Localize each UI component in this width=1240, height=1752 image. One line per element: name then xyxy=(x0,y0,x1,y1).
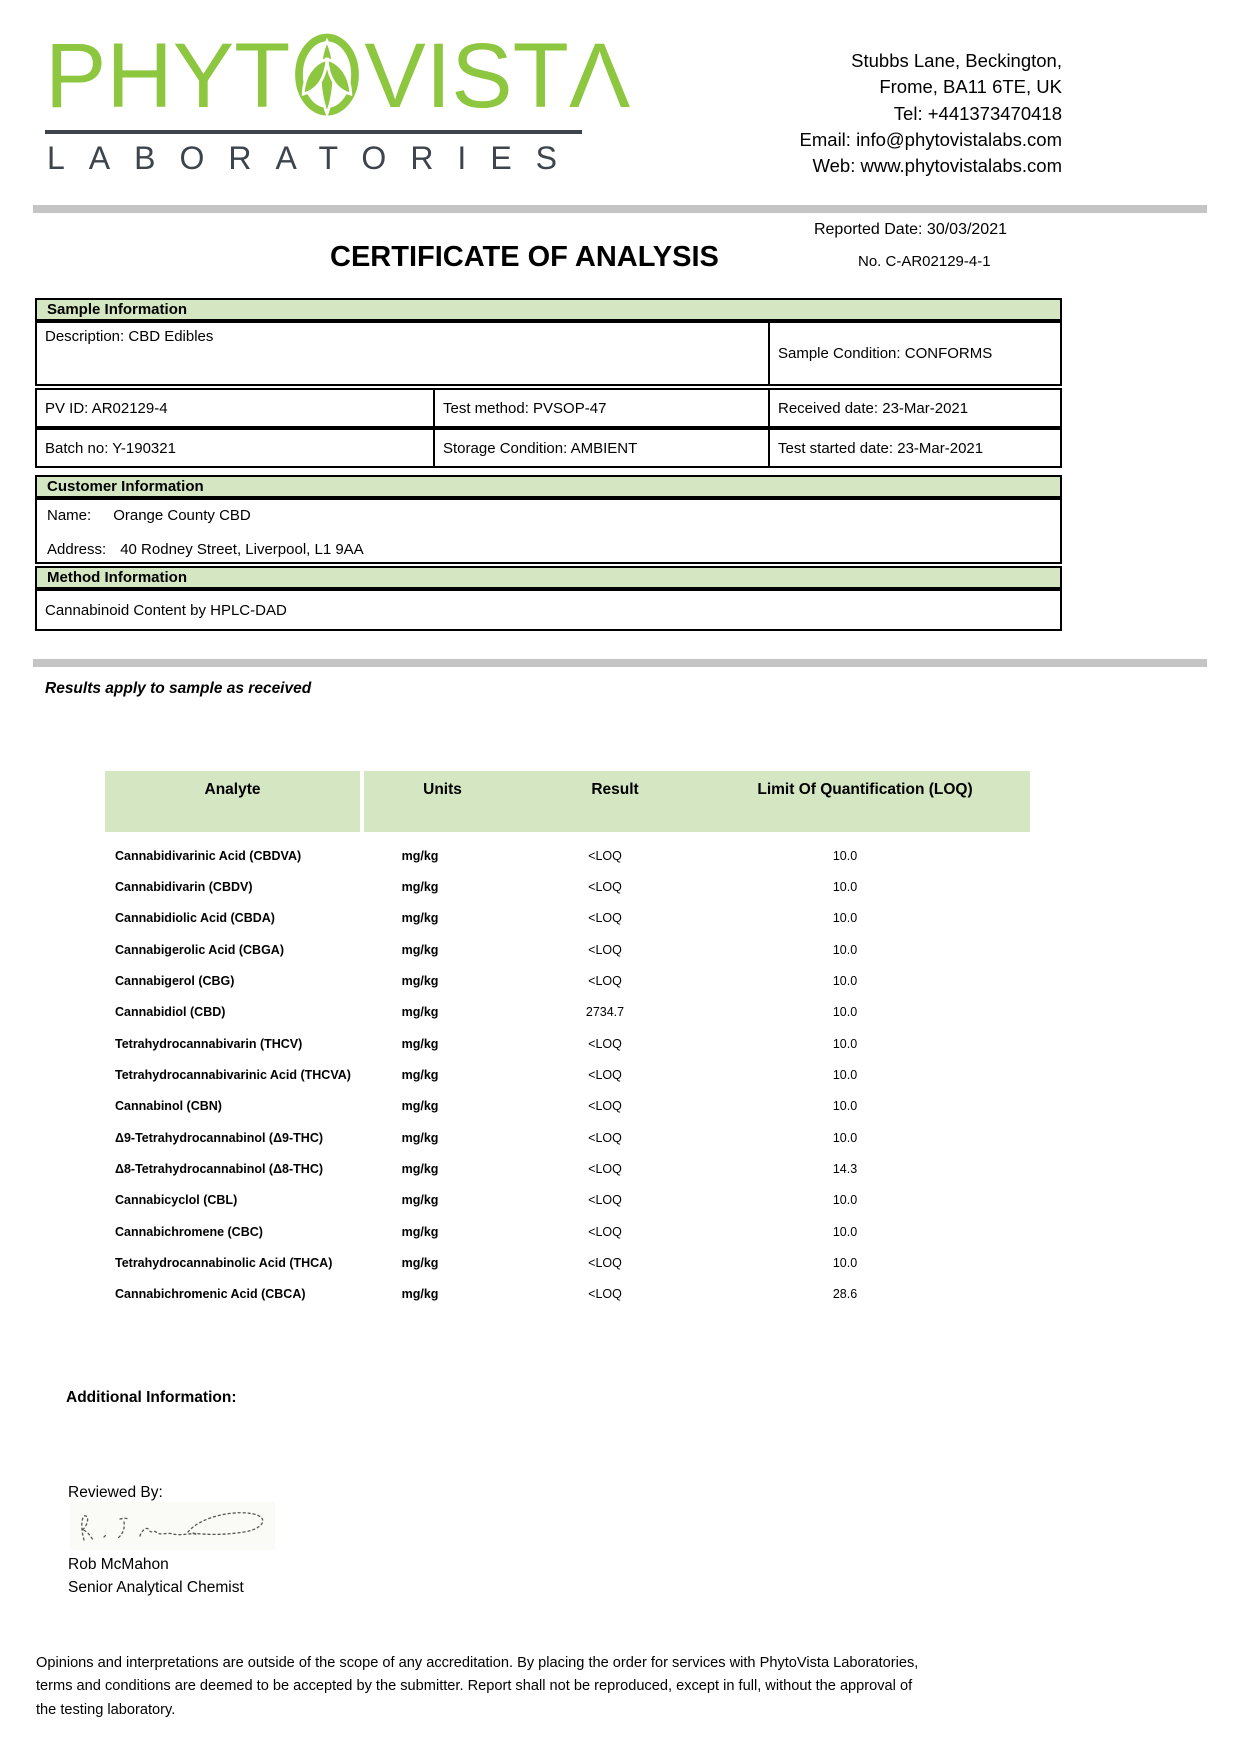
loq-value: 10.0 xyxy=(832,880,858,895)
table-row xyxy=(105,1279,1030,1310)
result-value: <LOQ xyxy=(588,911,622,926)
loq-value: 14.3 xyxy=(832,1162,858,1177)
logo-subtitle: LABORATORIES xyxy=(47,140,581,176)
table-row xyxy=(105,997,1030,1028)
result-value: <LOQ xyxy=(588,1130,622,1145)
units-value: mg/kg xyxy=(401,1005,439,1020)
analyte-name: Tetrahydrocannabinolic Acid (THCA) xyxy=(115,1256,333,1271)
analyte-name: Cannabichromene (CBC) xyxy=(115,1224,263,1239)
results-rows xyxy=(105,840,1030,1310)
contact-email: Email: info@phytovistalabs.com xyxy=(799,128,1062,150)
results-note: Results apply to sample as received xyxy=(45,680,312,697)
table-row xyxy=(105,934,1030,965)
table-row xyxy=(105,1122,1030,1153)
analyte-name: Tetrahydrocannabivarinic Acid (THCVA) xyxy=(115,1068,351,1083)
signature-scribble xyxy=(70,1502,275,1550)
table-row xyxy=(105,840,1030,871)
received-date: Received date: 23-Mar-2021 xyxy=(768,388,1062,428)
page-title: CERTIFICATE OF ANALYSIS xyxy=(330,241,719,273)
loq-value: 10.0 xyxy=(832,1036,858,1051)
result-value: <LOQ xyxy=(588,942,622,957)
result-value: 2734.7 xyxy=(585,1005,625,1020)
units-value: mg/kg xyxy=(401,1287,439,1302)
section-divider xyxy=(33,659,1207,667)
table-row xyxy=(105,1247,1030,1278)
units-value: mg/kg xyxy=(401,1162,439,1177)
table-row xyxy=(105,903,1030,934)
analyte-name: Cannabichromenic Acid (CBCA) xyxy=(115,1287,306,1302)
contact-web: Web: www.phytovistalabs.com xyxy=(812,155,1062,177)
customer-name-value: Orange County CBD xyxy=(113,507,251,524)
customer-info-section-header: Customer Information xyxy=(35,475,1062,498)
result-value: <LOQ xyxy=(588,1193,622,1208)
table-row xyxy=(105,871,1030,902)
column-header-loq: Limit Of Quantification (LOQ) xyxy=(757,781,973,798)
contact-address-line2: Frome, BA11 6TE, UK xyxy=(879,76,1062,98)
units-value: mg/kg xyxy=(401,848,439,863)
certificate-number: No. C-AR02129-4-1 xyxy=(858,253,991,270)
result-value: <LOQ xyxy=(588,1036,622,1051)
customer-address-value: 40 Rodney Street, Liverpool, L1 9AA xyxy=(120,541,364,558)
column-header-analyte: Analyte xyxy=(204,781,261,798)
storage-condition: Storage Condition: AMBIENT xyxy=(433,428,770,468)
loq-value: 10.0 xyxy=(832,1005,858,1020)
result-value: <LOQ xyxy=(588,1287,622,1302)
analyte-name: Cannabidivarinic Acid (CBDVA) xyxy=(115,848,302,863)
table-row xyxy=(105,965,1030,996)
units-value: mg/kg xyxy=(401,1068,439,1083)
customer-address-label: Address: xyxy=(47,541,107,558)
table-row xyxy=(105,1059,1030,1090)
column-header-units: Units xyxy=(423,781,462,798)
units-value: mg/kg xyxy=(401,1224,439,1239)
results-table-header xyxy=(105,771,1030,832)
sample-condition: Sample Condition: CONFORMS xyxy=(768,321,1062,386)
logo-underline xyxy=(45,130,582,134)
disclaimer xyxy=(36,1652,918,1722)
sample-description: Description: CBD Edibles xyxy=(35,321,770,386)
analyte-name: Tetrahydrocannabivarin (THCV) xyxy=(115,1036,303,1051)
units-value: mg/kg xyxy=(401,1036,439,1051)
table-row xyxy=(105,1028,1030,1059)
reviewed-by-label: Reviewed By: xyxy=(68,1484,163,1501)
result-value: <LOQ xyxy=(588,1099,622,1114)
logo-text-right: VISTΛ xyxy=(364,25,631,127)
additional-info-label: Additional Information: xyxy=(66,1389,237,1406)
units-value: mg/kg xyxy=(401,942,439,957)
table-row xyxy=(105,1153,1030,1184)
loq-value: 28.6 xyxy=(832,1287,858,1302)
loq-value: 10.0 xyxy=(832,942,858,957)
reviewer-name: Rob McMahon xyxy=(68,1556,169,1573)
header-column-separator xyxy=(360,771,364,832)
units-value: mg/kg xyxy=(401,911,439,926)
result-value: <LOQ xyxy=(588,1162,622,1177)
analyte-name: Δ8-Tetrahydrocannabinol (Δ8-THC) xyxy=(115,1162,324,1177)
analyte-name: Cannabinol (CBN) xyxy=(115,1099,222,1114)
sample-info-section-header: Sample Information xyxy=(35,298,1062,321)
analyte-name: Cannabigerol (CBG) xyxy=(115,974,235,989)
units-value: mg/kg xyxy=(401,1193,439,1208)
loq-value: 10.0 xyxy=(832,974,858,989)
disclaimer-line1: Opinions and interpretations are outside of the scope of any accreditation. By placing the order for services with PhytoVista Laboratories, xyxy=(36,1655,919,1671)
units-value: mg/kg xyxy=(401,974,439,989)
brand-logo xyxy=(45,24,630,128)
analyte-name: Cannabidiolic Acid (CBDA) xyxy=(115,911,275,926)
table-row xyxy=(105,1216,1030,1247)
loq-value: 10.0 xyxy=(832,1256,858,1271)
result-value: <LOQ xyxy=(588,974,622,989)
units-value: mg/kg xyxy=(401,1099,439,1114)
customer-address-line xyxy=(47,541,364,558)
loq-value: 10.0 xyxy=(832,1068,858,1083)
loq-value: 10.0 xyxy=(832,1193,858,1208)
contact-address-line1: Stubbs Lane, Beckington, xyxy=(851,50,1062,71)
contact-phone: Tel: +441373470418 xyxy=(893,102,1062,124)
lab-contact-block xyxy=(800,48,1062,179)
header-divider xyxy=(33,205,1207,213)
result-value: <LOQ xyxy=(588,1224,622,1239)
units-value: mg/kg xyxy=(401,1256,439,1271)
loq-value: 10.0 xyxy=(832,1224,858,1239)
customer-name-line xyxy=(47,507,251,524)
loq-value: 10.0 xyxy=(832,1099,858,1114)
result-value: <LOQ xyxy=(588,880,622,895)
analyte-name: Cannabicyclol (CBL) xyxy=(115,1193,238,1208)
table-row xyxy=(105,1091,1030,1122)
loq-value: 10.0 xyxy=(832,1130,858,1145)
analyte-name: Cannabidiol (CBD) xyxy=(115,1005,226,1020)
pv-id: PV ID: AR02129-4 xyxy=(35,388,435,428)
signature-icon xyxy=(70,1502,275,1550)
reviewer-title: Senior Analytical Chemist xyxy=(68,1579,244,1596)
disclaimer-line2: terms and conditions are deemed to be accepted by the submitter. Report shall not be reproduced, except in full, without the approval of xyxy=(36,1678,913,1695)
customer-name-label: Name: xyxy=(47,507,92,524)
reported-date: Reported Date: 30/03/2021 xyxy=(813,221,1007,238)
units-value: mg/kg xyxy=(401,880,439,895)
method-description: Cannabinoid Content by HPLC-DAD xyxy=(35,589,1062,631)
customer-info-box xyxy=(35,498,1062,564)
test-started-date: Test started date: 23-Mar-2021 xyxy=(768,428,1062,468)
loq-value: 10.0 xyxy=(832,911,858,926)
result-value: <LOQ xyxy=(588,1068,622,1083)
result-value: <LOQ xyxy=(588,1256,622,1271)
loq-value: 10.0 xyxy=(832,848,858,863)
units-value: mg/kg xyxy=(401,1130,439,1145)
disclaimer-line3: the testing laboratory. xyxy=(36,1701,176,1718)
analyte-name: Δ9-Tetrahydrocannabinol (Δ9-THC) xyxy=(115,1130,324,1145)
analyte-name: Cannabidivarin (CBDV) xyxy=(115,880,253,895)
leaf-in-o-icon xyxy=(292,31,362,121)
logo-text-left: PHYT xyxy=(45,25,291,127)
column-header-result: Result xyxy=(591,781,639,798)
result-value: <LOQ xyxy=(588,848,622,863)
batch-number: Batch no: Y-190321 xyxy=(35,428,435,468)
table-row xyxy=(105,1185,1030,1216)
analyte-name: Cannabigerolic Acid (CBGA) xyxy=(115,942,284,957)
method-info-section-header: Method Information xyxy=(35,566,1062,589)
test-method: Test method: PVSOP-47 xyxy=(433,388,770,428)
